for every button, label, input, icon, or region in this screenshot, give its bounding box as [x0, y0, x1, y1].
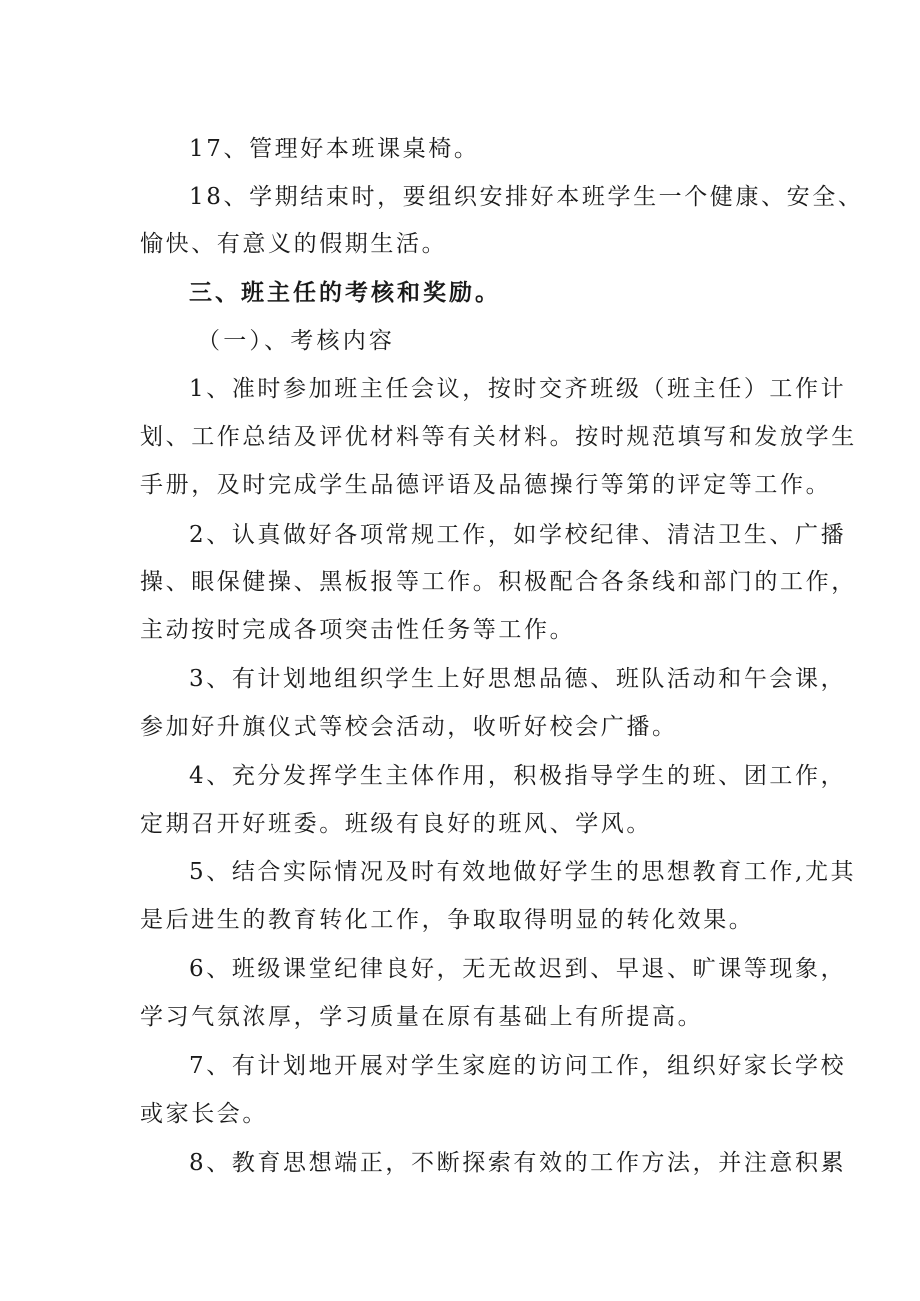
check-3-line-2: 参加好升旗仪式等校会活动，收听好校会广播。 [140, 714, 678, 740]
section-3-title: 三、班主任的考核和奖励。 [189, 279, 501, 306]
check-7-line-1: 7、有计划地开展对学生家庭的访问工作，组织好家长学校 [189, 1053, 847, 1079]
check-2-line-1: 2、认真做好各项常规工作，如学校纪律、清洁卫生、广播 [189, 522, 847, 548]
check-4-line-2: 定期召开好班委。班级有良好的班风、学风。 [140, 811, 652, 837]
item-18-line-1: 18、学期结束时，要组织安排好本班学生一个健康、安全、 [189, 184, 864, 210]
check-7-line-2: 或家长会。 [140, 1101, 268, 1127]
check-5-line-1: 5、结合实际情况及时有效地做好学生的思想教育工作,尤其 [189, 859, 857, 885]
check-5-line-2: 是后进生的教育转化工作，争取取得明显的转化效果。 [140, 907, 755, 933]
subsection-1-title: （一）、考核内容 [197, 328, 396, 354]
check-6-line-1: 6、班级课堂纪律良好，无无故迟到、早退、旷课等现象， [189, 956, 847, 982]
check-1-line-3: 手册，及时完成学生品德评语及品德操行等第的评定等工作。 [140, 472, 832, 498]
check-2-line-2: 操、眼保健操、黑板报等工作。积极配合各条线和部门的工作， [140, 569, 857, 595]
item-17: 17、管理好本班课桌椅。 [189, 136, 480, 162]
check-6-line-2: 学习气氛浓厚，学习质量在原有基础上有所提高。 [140, 1004, 704, 1030]
check-1-line-2: 划、工作总结及评优材料等有关材料。按时规范填写和发放学生 [140, 424, 857, 450]
check-8-line-1: 8、教育思想端正，不断探索有效的工作方法，并注意积累 [189, 1150, 847, 1176]
item-18-line-2: 愉快、有意义的假期生活。 [140, 231, 448, 257]
check-3-line-1: 3、有计划地组织学生上好思想品德、班队活动和午会课， [189, 666, 847, 692]
check-4-line-1: 4、充分发挥学生主体作用，积极指导学生的班、团工作， [189, 763, 847, 789]
check-2-line-3: 主动按时完成各项突击性任务等工作。 [140, 617, 576, 643]
check-1-line-1: 1、准时参加班主任会议，按时交齐班级（班主任）工作计 [189, 376, 847, 402]
